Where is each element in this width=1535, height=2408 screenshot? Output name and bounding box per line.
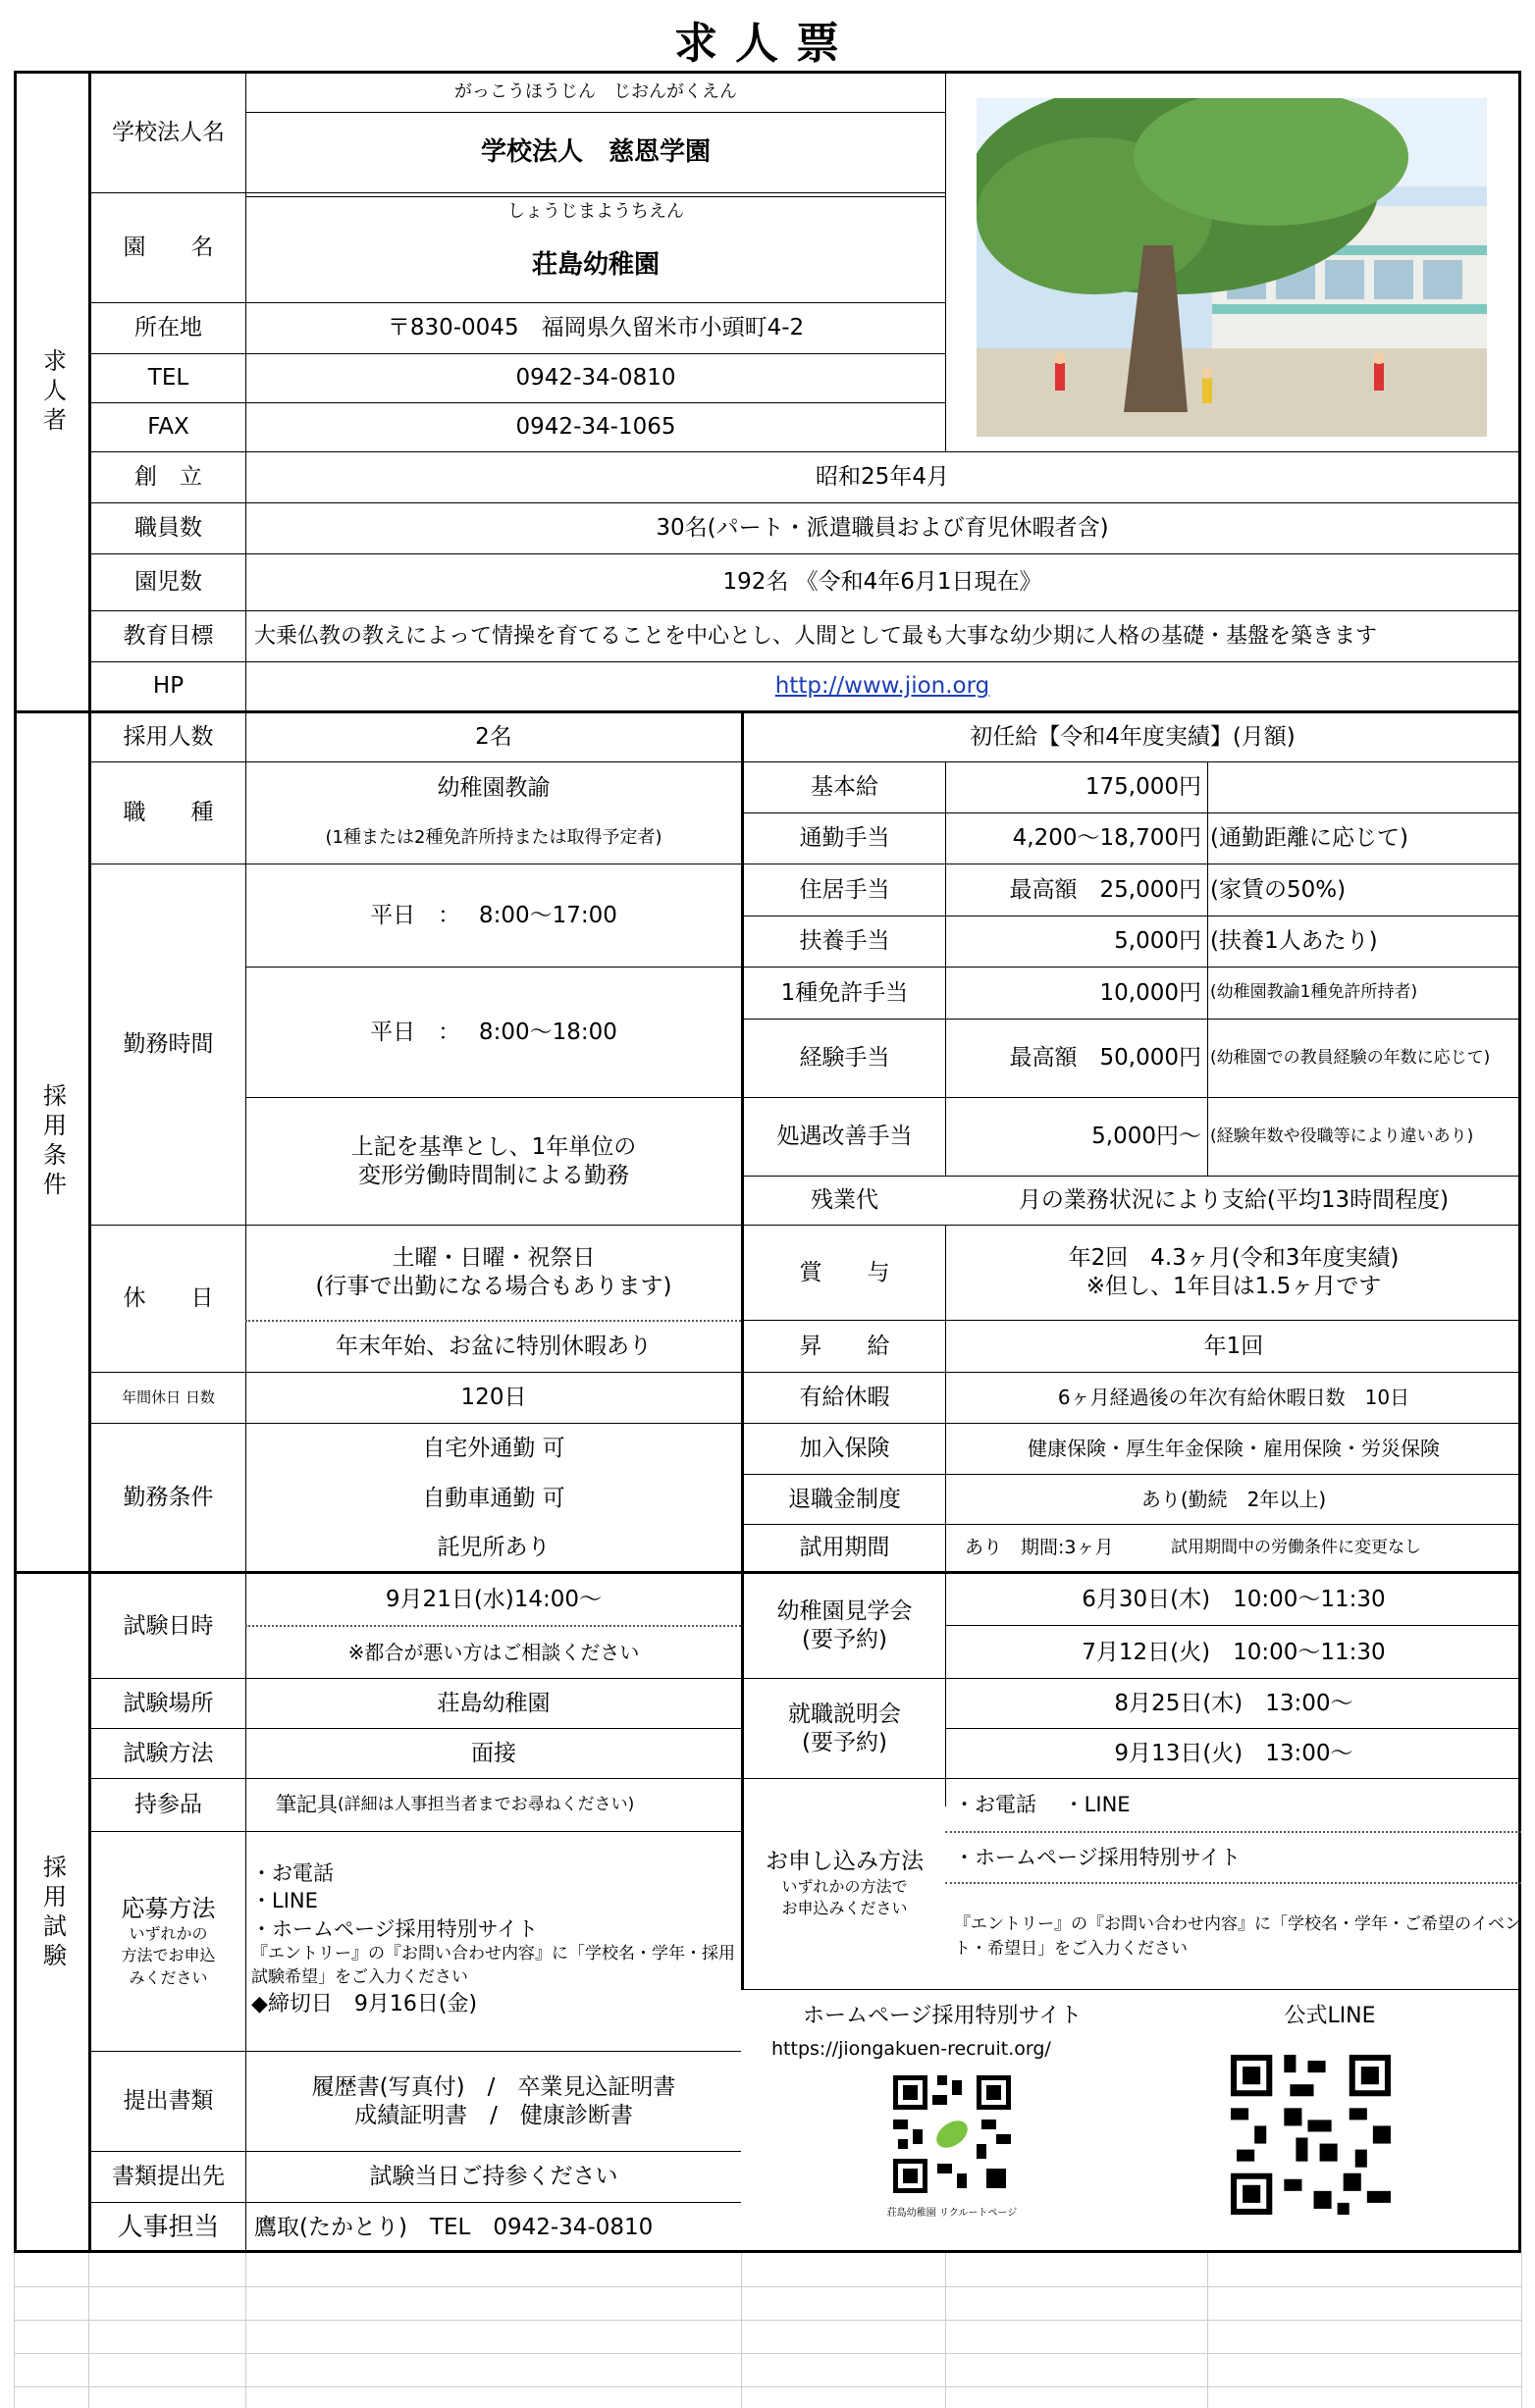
work-cond-label: 勤務条件 (123, 1484, 214, 1510)
apply-method-line: ・LINE (251, 1889, 318, 1913)
exam-date-value: 9月21日(水)14:00～ (385, 1586, 603, 1612)
hours-label: 勤務時間 (123, 1031, 214, 1058)
hp-cell (246, 662, 1518, 710)
address-value: 〒830-0045 福岡県久留米市小頭町4-2 (387, 315, 805, 341)
job-note: (1種または2種免許所持または取得予定者) (325, 827, 662, 849)
bring-label: 持参品 (134, 1792, 202, 1818)
school-corp-name: 学校法人 慈恩学園 (480, 137, 711, 168)
children-label: 園児数 (134, 569, 202, 596)
entry-3: 『エントリー』の『お問い合わせ内容』に「学校名・学年・ご希望のイベント・希望日」をご入力ください (954, 1913, 1521, 1959)
salary-amount-treatment: 5,000円～ (1091, 1124, 1201, 1150)
fax-label: FAX (147, 414, 189, 441)
docs-label: 提出書類 (123, 2088, 214, 2115)
salary-note-family: (扶養1人あたり) (1210, 928, 1378, 955)
section-employer: 求人者 (38, 347, 67, 437)
hours-3: 上記を基準とし、1年単位の 変形労働時間制による勤務 (350, 1133, 637, 1188)
salary-label-license: 1種免許手当 (780, 979, 909, 1006)
salary-label-experience: 経験手当 (799, 1045, 890, 1072)
apply-deadline: ◆締切日 9月16日(金) (251, 1991, 478, 2016)
visit-label: 幼稚園見学会 (要予約) (776, 1598, 913, 1652)
site-label: ホームページ採用特別サイト (802, 2004, 1083, 2029)
job-label: 職 種 (123, 800, 214, 826)
insurance-label: 加入保険 (799, 1436, 890, 1462)
holiday-2: 年末年始、お盆に特別休暇あり (336, 1334, 652, 1360)
address-label: 所在地 (134, 315, 202, 341)
apply-method-note: 『エントリー』の『お問い合わせ内容』に「学校名・学年・採用試験希望」をご入力ください (251, 1944, 735, 1987)
bonus-value: 年2回 4.3ヶ月(令和3年度実績) ※但し、1年目は1.5ヶ月です (1068, 1245, 1400, 1299)
staff-label: 職員数 (134, 515, 202, 542)
salary-note-license: (幼稚園教諭1種免許所持者) (1210, 982, 1418, 1003)
line-qr-code[interactable] (1225, 2049, 1397, 2221)
bring-value: 筆記具 (276, 1793, 338, 1817)
submit-value: 試験当日ご持参ください (369, 2164, 618, 2190)
annual-holiday-label: 年間休日 日数 (122, 1388, 215, 1407)
briefing-1: 8月25日(木) 13:00～ (1114, 1690, 1353, 1716)
hires-label: 採用人数 (123, 724, 214, 751)
docs-value: 履歴書(写真付) / 卒業見込証明書 成績証明書 / 健康診断書 (311, 2073, 676, 2128)
annual-holiday-value: 120日 (460, 1385, 527, 1411)
salary-amount-family: 5,000円 (1114, 928, 1201, 955)
overtime-value: 月の業務状況により支給(平均13時間程度) (1018, 1187, 1450, 1214)
holiday-label: 休 日 (123, 1285, 214, 1312)
trial-label: 試用期間 (799, 1535, 890, 1561)
hours-1: 平日 ： 8:00～17:00 (370, 902, 617, 928)
exam-place-label: 試験場所 (123, 1690, 214, 1716)
tel-value: 0942-34-0810 (515, 365, 676, 392)
children-value: 192名 《令和4年6月1日現在》 (722, 569, 1042, 596)
overtime-label: 残業代 (811, 1187, 878, 1214)
raise-value: 年1回 (1203, 1333, 1264, 1359)
raise-label: 昇 給 (799, 1333, 890, 1359)
kindergarten-ruby: しょうじまようちえん (507, 200, 684, 222)
work-cond-3: 託児所あり (437, 1535, 551, 1561)
section-exam: 採用試験 (38, 1855, 67, 1972)
exam-date-note: ※都合が悪い方はご相談ください (347, 1640, 640, 1664)
paid-leave-label: 有給休暇 (799, 1385, 890, 1411)
job-value: 幼稚園教諭 (437, 774, 551, 801)
salary-amount-commute: 4,200～18,700円 (1012, 825, 1201, 852)
goal-label: 教育目標 (123, 623, 214, 650)
hires-value: 2名 (475, 724, 512, 751)
salary-label-housing: 住居手当 (799, 876, 890, 903)
briefing-label: 就職説明会 (要予約) (788, 1701, 901, 1755)
hours-2: 平日 ： 8:00～18:00 (370, 1019, 617, 1045)
apply-label-cell (91, 1832, 245, 2051)
site-qr-code[interactable] (888, 2070, 1016, 2198)
school-corp-ruby: がっこうほうじん じおんがくえん (454, 81, 737, 103)
salary-note-basic (1208, 762, 1521, 812)
kindergarten-name: 荘島幼稚園 (531, 249, 660, 280)
salary-note-housing: (家賃の50%) (1210, 876, 1347, 903)
bring-note: (詳細は人事担当者までお尋ねください) (338, 1794, 635, 1814)
entry-label: お申し込み方法 (766, 1849, 924, 1875)
exam-place-value: 荘島幼稚園 (437, 1690, 551, 1716)
exam-method-value: 面接 (471, 1740, 516, 1766)
entry-label-cell (744, 1779, 945, 1989)
salary-label-commute: 通勤手当 (799, 825, 890, 852)
hp-link[interactable]: http://www.jion.org (774, 673, 990, 700)
salary-amount-experience: 最高額 50,000円 (1009, 1045, 1201, 1072)
bonus-label: 賞 与 (799, 1259, 890, 1285)
section-conditions: 採用条件 (38, 1083, 67, 1201)
salary-label-basic: 基本給 (811, 774, 878, 801)
goal-value: 大乗仏教の教えによって情操を育てることを中心とし、人間として最も大事な幼少期に人格の基礎・基盤を築きます (254, 623, 1378, 649)
page-title: 求人票 (674, 18, 857, 69)
apply-method-site: ・ホームページ採用特別サイト (251, 1916, 539, 1941)
salary-amount-license: 10,000円 (1099, 979, 1201, 1006)
salary-note-commute: (通勤距離に応じて) (1210, 825, 1408, 852)
contact-value: 鷹取(たかとり) TEL 0942-34-0810 (254, 2215, 654, 2241)
school-corp-label: 学校法人名 (112, 120, 225, 146)
work-cond-2: 自動車通勤 可 (422, 1486, 565, 1512)
work-cond-1: 自宅外通勤 可 (422, 1435, 565, 1461)
salary-note-treatment: (経験年数や役職等により違いあり) (1210, 1125, 1474, 1146)
salary-amount-housing: 最高額 25,000円 (1009, 876, 1201, 903)
entry-1: ・お電話 ・LINE (954, 1793, 1131, 1817)
visit-1: 6月30日(木) 10:00～11:30 (1082, 1586, 1386, 1612)
hp-label: HP (152, 673, 185, 700)
kindergarten-photo (977, 98, 1487, 437)
apply-methods (251, 1859, 737, 2046)
line-label: 公式LINE (1284, 2004, 1376, 2029)
salary-note-experience: (幼稚園での教員経験の年数に応じて) (1210, 1047, 1491, 1068)
trial-note: 試用期間中の労働条件に変更なし (1171, 1537, 1421, 1557)
tel-label: TEL (147, 365, 189, 392)
salary-label-family: 扶養手当 (799, 928, 890, 955)
qr-caption: 荘島幼稚園 リクルートページ (886, 2207, 1018, 2219)
founded-value: 昭和25年4月 (816, 464, 949, 491)
trial-value: あり 期間:3ヶ月 (965, 1536, 1114, 1558)
staff-value: 30名(パート・派遣職員および育児休暇者含) (656, 515, 1109, 542)
paid-leave-value: 6ヶ月経過後の年次有給休暇日数 10日 (1057, 1386, 1410, 1409)
bring-cell (246, 1779, 741, 1831)
entry-label-note: いずれかの方法で お申込みください (781, 1876, 908, 1918)
contact-label: 人事担当 (117, 2213, 220, 2243)
insurance-value: 健康保険・厚生年金保険・雇用保険・労災保険 (1028, 1437, 1440, 1460)
retire-label: 退職金制度 (788, 1486, 901, 1512)
exam-date-label: 試験日時 (123, 1612, 214, 1639)
salary-label-treatment: 処遇改善手当 (776, 1124, 913, 1150)
kindergarten-label: 園 名 (123, 235, 214, 261)
entry-2: ・ホームページ採用特別サイト (954, 1845, 1242, 1869)
fax-value: 0942-34-1065 (515, 414, 676, 441)
apply-label-note: いずれかの 方法でお申込 みください (121, 1923, 216, 1987)
holiday-1: 土曜・日曜・祝祭日 (行事で出勤になる場合もあります) (315, 1245, 672, 1299)
briefing-2: 9月13日(火) 13:00～ (1114, 1740, 1353, 1766)
visit-2: 7月12日(火) 10:00～11:30 (1082, 1639, 1386, 1665)
exam-method-label: 試験方法 (123, 1740, 214, 1766)
salary-amount-basic: 175,000円 (1085, 774, 1201, 801)
salary-header: 初任給【令和4年度実績】(月額) (970, 724, 1296, 751)
apply-label: 応募方法 (121, 1894, 216, 1922)
site-url[interactable]: https://jiongakuen-recruit.org/ (771, 2038, 1051, 2061)
retire-value: あり(勤続 2年以上) (1140, 1487, 1327, 1511)
apply-method-phone: ・お電話 (251, 1861, 334, 1885)
submit-label: 書類提出先 (112, 2164, 225, 2190)
founded-label: 創 立 (134, 464, 202, 491)
